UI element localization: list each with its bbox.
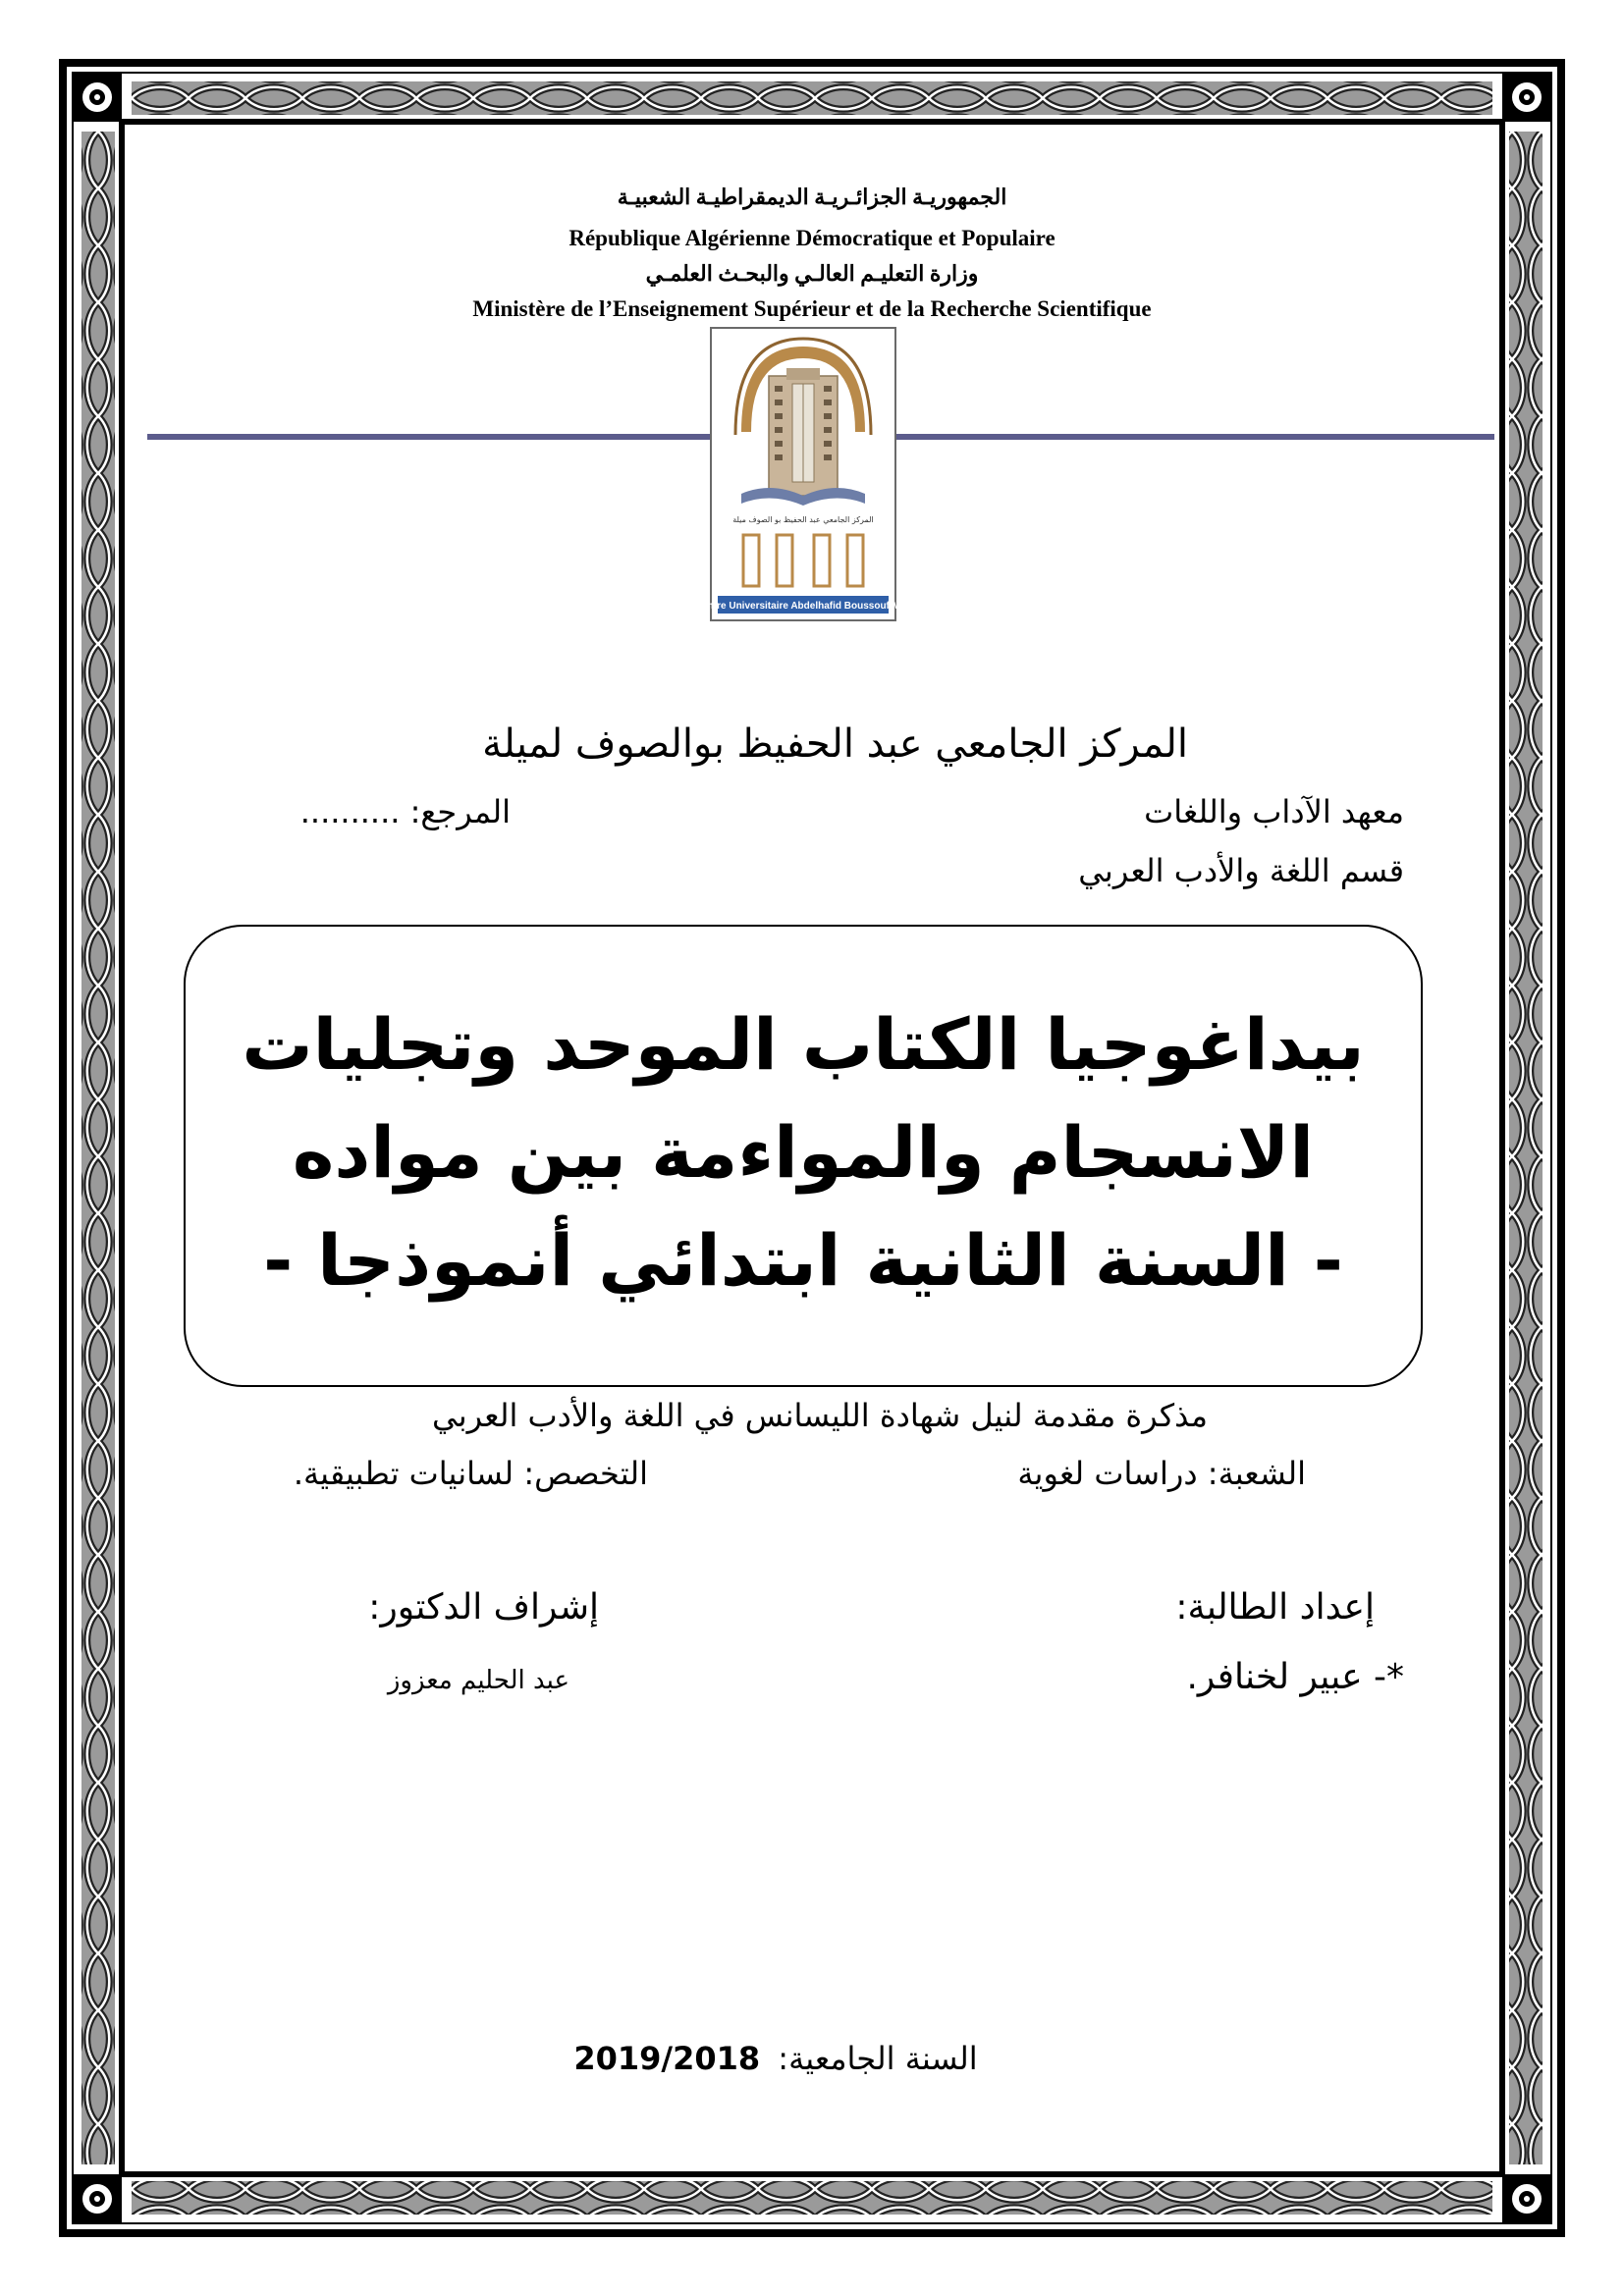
branch-field: الشعبة: دراسات لغوية: [1017, 1455, 1306, 1492]
logo-inscription-arabic: المركز الجامعي عبد الحفيظ بو الصوف ميلة: [732, 515, 874, 524]
corner-ornament-bottom-left: [73, 2174, 122, 2223]
republic-french: République Algérienne Démocratique et Populaire: [568, 226, 1056, 250]
academic-year-label: السنة الجامعية:: [778, 2040, 978, 2077]
university-center-name: المركز الجامعي عبد الحفيظ بوالصوف لميلة: [482, 721, 1188, 767]
logo-building-image: [694, 329, 912, 619]
header-rule-right: [893, 434, 1494, 440]
supervisor-name: عبد الحليم معزوز: [387, 1666, 569, 1695]
academic-year: [550, 2040, 1001, 2077]
thesis-title-line-1: بيداغوجيا الكتاب الموحد وتجليات: [242, 1003, 1365, 1086]
academic-year-value: 2019/2018: [573, 2040, 761, 2077]
reference-field: المرجع: ..........: [299, 793, 511, 830]
ministry-french: Ministère de l’Enseignement Supérieur et de la Recherche Scientifique: [472, 296, 1152, 321]
supervisor-label: إشراف الدكتور:: [368, 1587, 599, 1628]
corner-ornament-top-right: [1502, 73, 1551, 122]
university-logo: [694, 327, 912, 621]
thesis-title-line-2: الانسجام والمواءمة بين مواده: [292, 1111, 1315, 1194]
corner-ornament-top-left: [73, 73, 122, 122]
institute-name: معهد الآداب واللغات: [1144, 793, 1404, 830]
header-rule-left: [147, 434, 710, 440]
ministry-arabic: وزارة التعليـم العالـي والبحـث العلمـي: [645, 261, 979, 286]
department-name: قسم اللغة والأدب العربي: [1078, 852, 1404, 889]
thesis-title-box: [184, 925, 1423, 1387]
thesis-title-line-3: - السنة الثانية ابتدائي أنموذجا -: [263, 1219, 1343, 1302]
student-label: إعداد الطالبة:: [1175, 1587, 1375, 1628]
logo-banner-french: Centre Universitaire Abdelhafid Boussouf Mila: [694, 601, 912, 612]
student-name: *- عبير لخنافر.: [1186, 1657, 1404, 1697]
specialty-field: التخصص: لسانيات تطبيقية.: [293, 1455, 648, 1492]
corner-ornament-bottom-right: [1502, 2174, 1551, 2223]
republic-arabic: الجمهوريـة الجزائـريـة الديمقراطيـة الشعبيـة: [617, 185, 1007, 209]
memo-purpose: مذكرة مقدمة لنيل شهادة الليسانس في اللغة والأدب العربي: [432, 1397, 1208, 1434]
